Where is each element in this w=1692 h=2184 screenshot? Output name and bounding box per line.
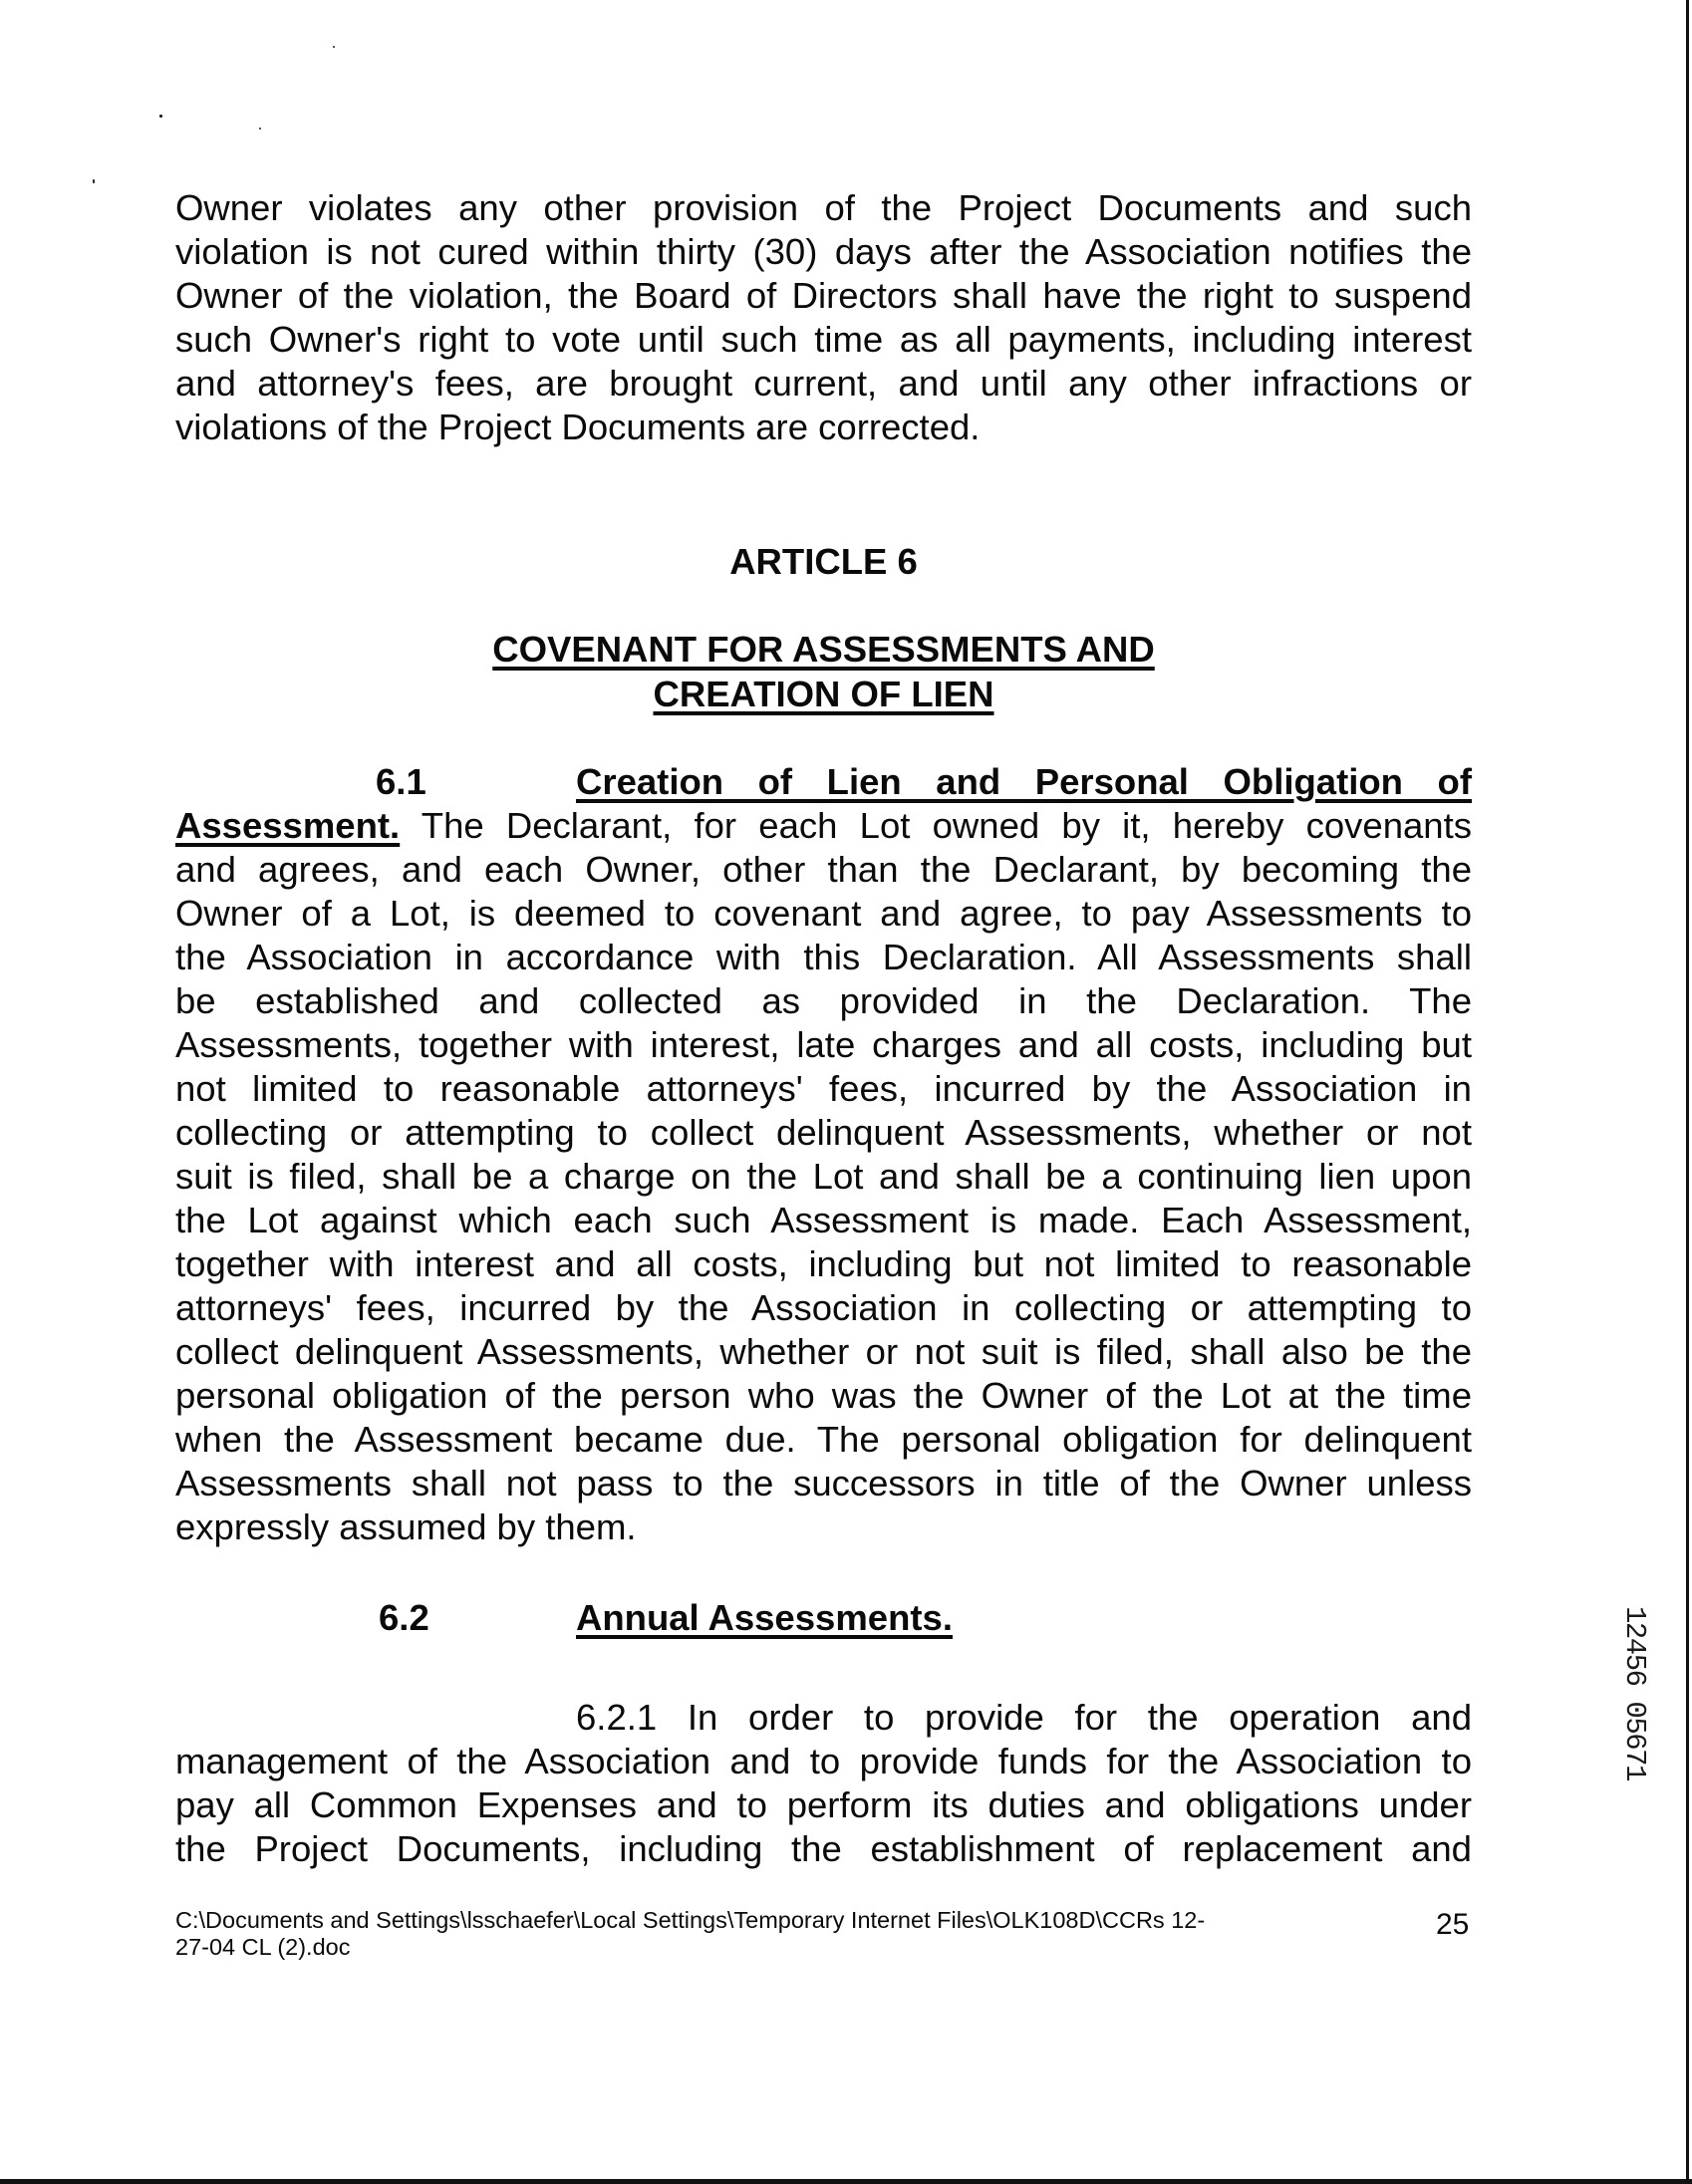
article-title-text: COVENANT FOR ASSESSMENTS AND: [492, 629, 1155, 670]
text-line: violation is not cured within thirty (30) days after the Association notifies the: [175, 231, 1472, 272]
text-line: pay all Common Expenses and to perform its duties and obligations under: [175, 1784, 1472, 1825]
article-title-line-2: [175, 673, 1472, 716]
scan-speck: [93, 179, 95, 183]
text-line: suit is filed, shall be a charge on the Lot and shall be a continuing lien upon: [175, 1156, 1472, 1197]
text-line: Assessments shall not pass to the successors in title of the Owner unless: [175, 1463, 1472, 1503]
article-title-line-1: [175, 628, 1472, 672]
text-line: collect delinquent Assessments, whether or not suit is filed, shall also be the: [175, 1331, 1472, 1372]
section-number: 6.1: [376, 761, 426, 802]
text-line: and attorney's fees, are brought current, and until any other infractions or: [175, 363, 1472, 404]
article-title-text: CREATION OF LIEN: [653, 674, 994, 714]
margin-stamp-text: 12456 05671: [1618, 1606, 1651, 1780]
text-line: when the Assessment became due. The personal obligation for delinquent: [175, 1419, 1472, 1460]
section-title-text: Annual Assessments.: [576, 1597, 953, 1638]
scan-speck: [333, 46, 335, 48]
text-line: personal obligation of the person who was the Owner of the Lot at the time: [175, 1375, 1472, 1416]
text-span: The Declarant, for each Lot owned by it, hereby covenants: [421, 805, 1473, 846]
text-line: the Lot against which each such Assessment is made. Each Assessment,: [175, 1200, 1472, 1240]
scan-speck: [159, 115, 162, 118]
text-line: Owner of the violation, the Board of Directors shall have the right to suspend: [175, 275, 1472, 316]
text-line: Owner of a Lot, is deemed to covenant and agree, to pay Assessments to: [175, 893, 1472, 934]
text-line: be established and collected as provided in the Declaration. The: [175, 980, 1472, 1021]
section-title: Creation of Lien and Personal Obligation of: [576, 761, 1472, 802]
text-line: management of the Association and to provide funds for the Association to: [175, 1741, 1472, 1781]
footer-file-path-line-1: C:\Documents and Settings\lsschaefer\Local Settings\Temporary Internet Files\OLK108D\CCRs 12-: [175, 1907, 1206, 1933]
text-line: collecting or attempting to collect delinquent Assessments, whether or not: [175, 1112, 1472, 1153]
section-title: [576, 1596, 953, 1640]
text-line: and agrees, and each Owner, other than the Declarant, by becoming the: [175, 849, 1472, 890]
footer-file-path-line-2: 27-04 CL (2).doc: [175, 1934, 351, 1960]
text-line: the Project Documents, including the establishment of replacement and: [175, 1828, 1472, 1869]
margin-stamp: [1618, 1606, 1650, 1875]
text-line: attorneys' fees, incurred by the Association in collecting or attempting to: [175, 1287, 1472, 1328]
scan-speck: [259, 128, 261, 130]
text-line: 6.2.1 In order to provide for the operation and: [576, 1697, 1472, 1738]
page-edge-right: [1686, 0, 1689, 2184]
section-number: 6.2: [379, 1597, 429, 1638]
text-line: [175, 804, 1472, 848]
page-edge-bottom: [0, 2179, 1692, 2184]
article-label: ARTICLE 6: [729, 541, 918, 582]
text-line: violations of the Project Documents are corrected.: [175, 407, 981, 447]
text-line: the Association in accordance with this Declaration. All Assessments shall: [175, 937, 1472, 977]
text-line: not limited to reasonable attorneys' fees, incurred by the Association in: [175, 1068, 1472, 1109]
text-line: expressly assumed by them.: [175, 1506, 637, 1547]
text-line: Owner violates any other provision of the Project Documents and such: [175, 187, 1472, 228]
page-number: 25: [1436, 1908, 1470, 1941]
text-line: together with interest and all costs, including but not limited to reasonable: [175, 1243, 1472, 1284]
text-line: Assessments, together with interest, late charges and all costs, including but: [175, 1024, 1472, 1065]
section-title-continuation: Assessment.: [175, 805, 401, 846]
text-line: such Owner's right to vote until such time as all payments, including interest: [175, 319, 1472, 360]
